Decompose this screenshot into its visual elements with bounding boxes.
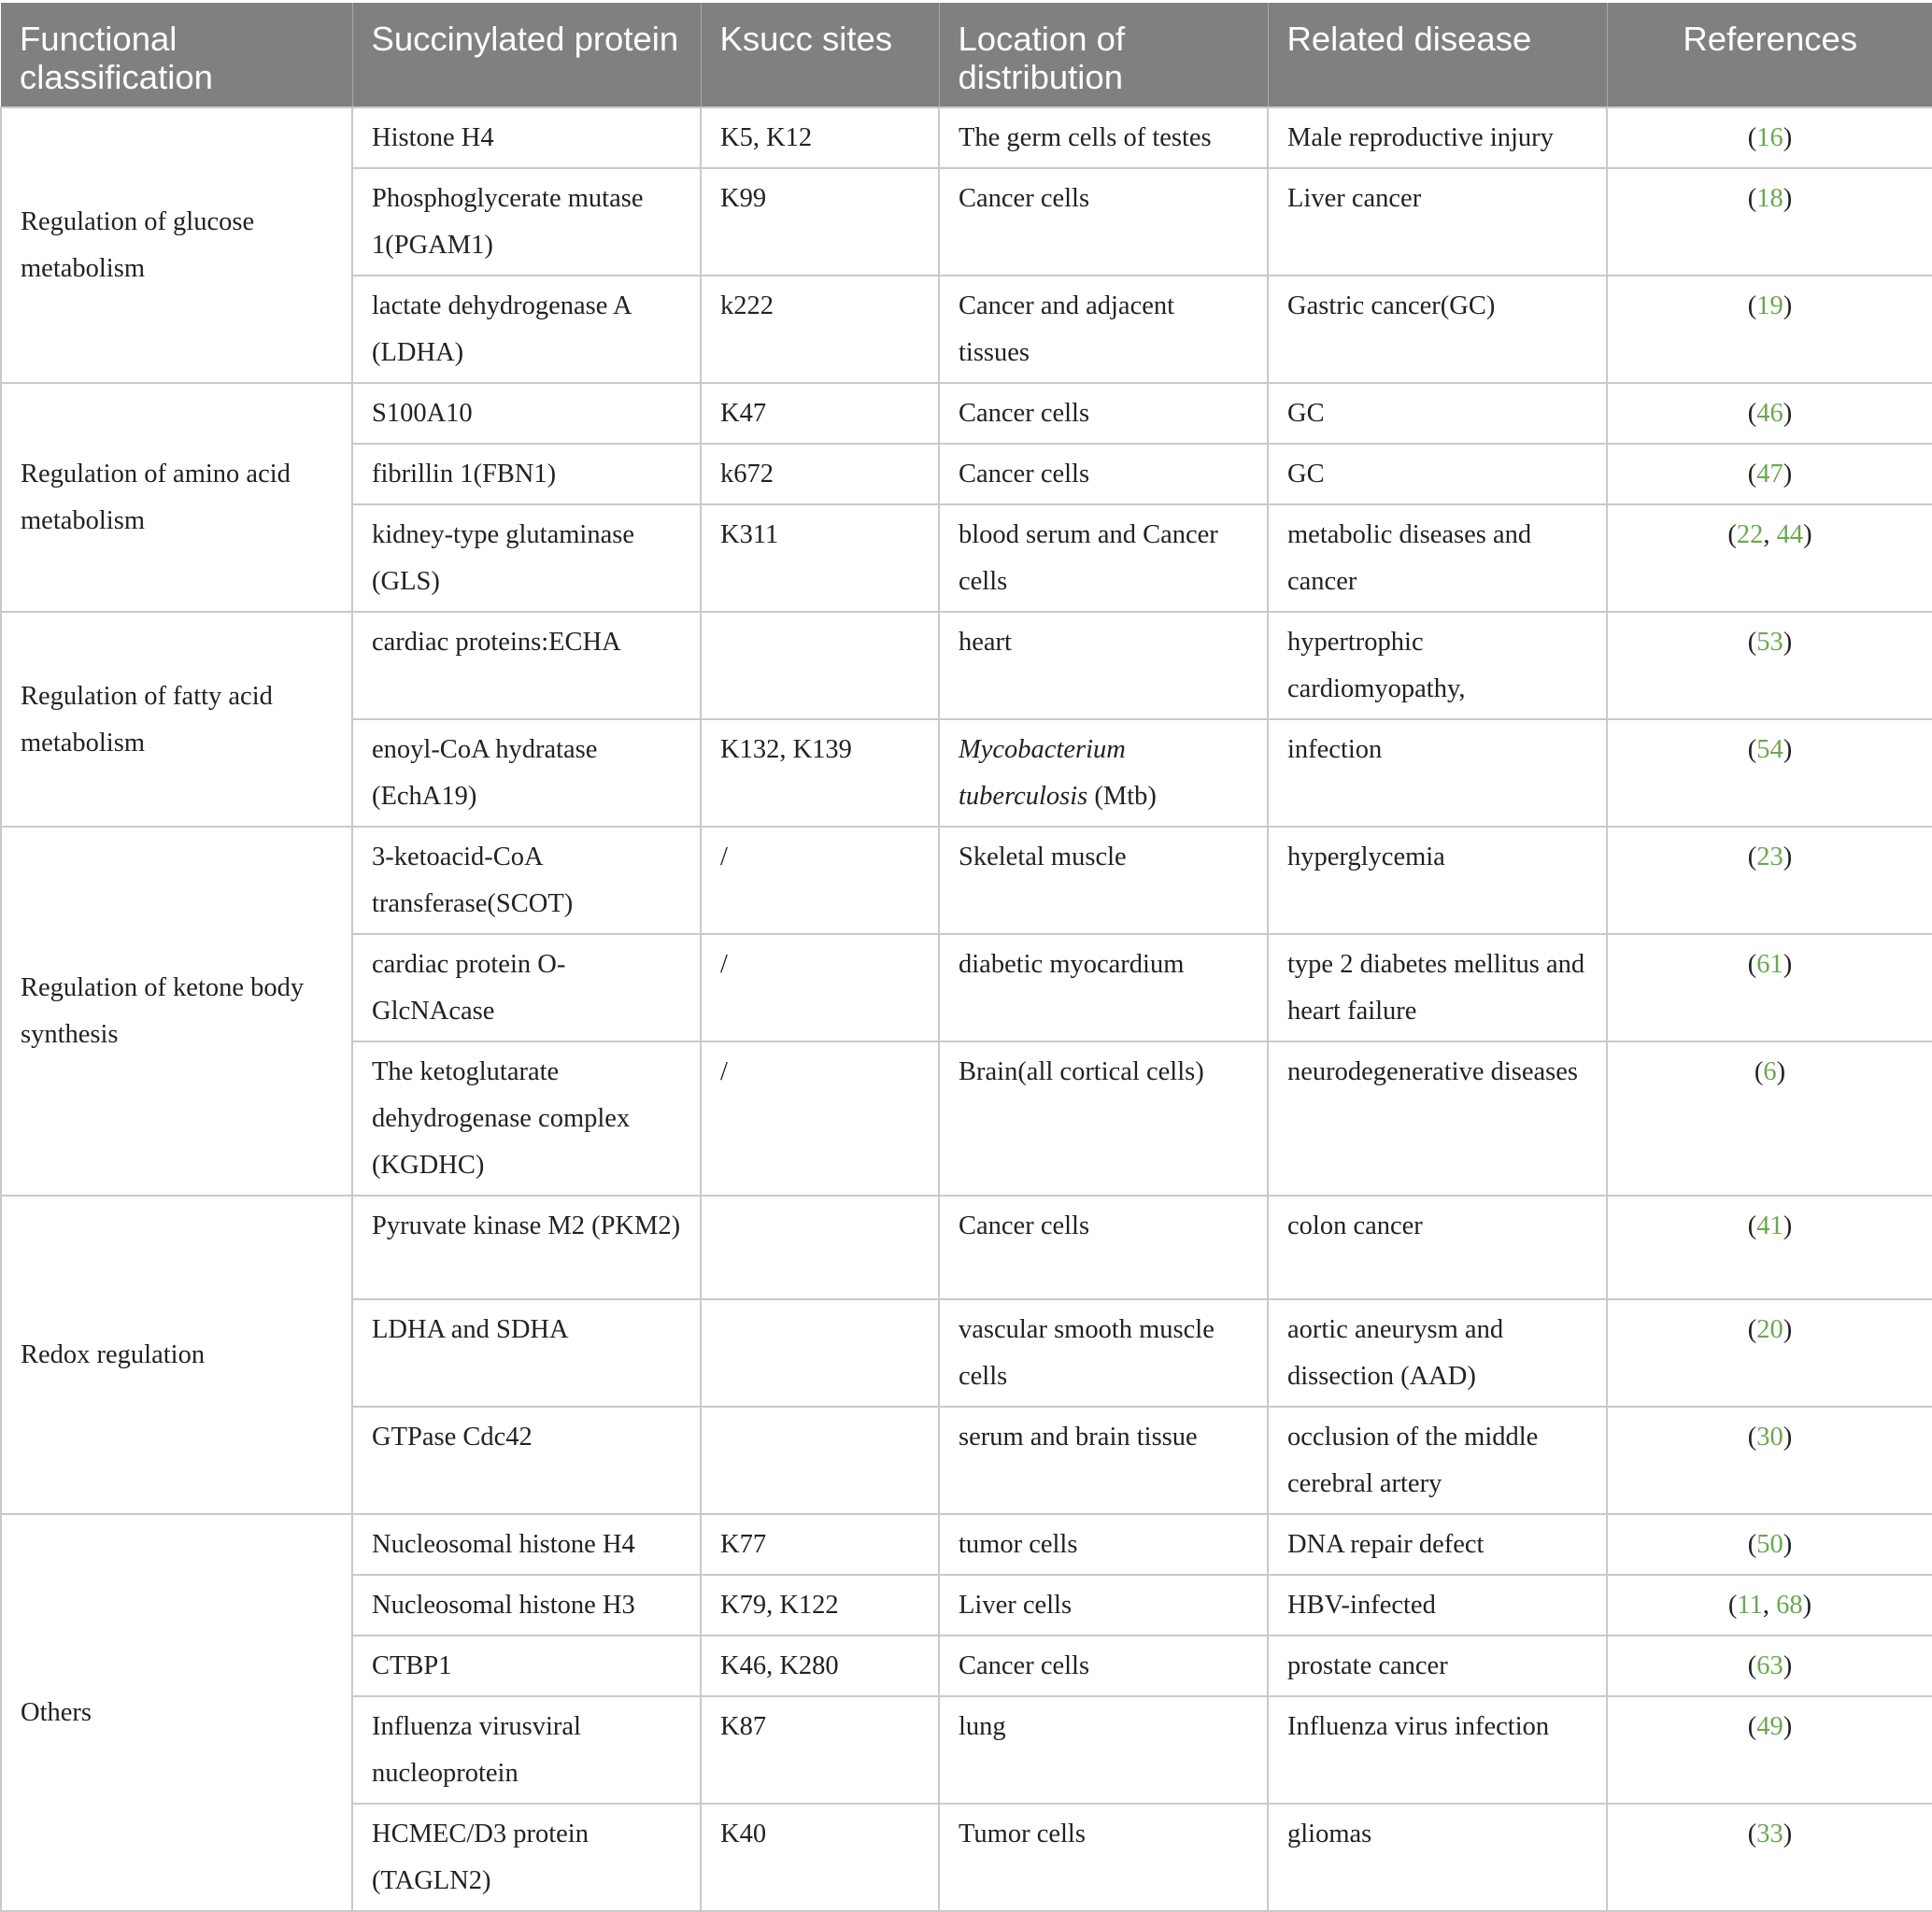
location-text: Cancer cells: [959, 460, 1090, 489]
location-cell: [939, 1575, 1268, 1636]
references-cell: (23): [1607, 827, 1932, 934]
references-cell: (50): [1607, 1514, 1932, 1575]
protein-cell: Influenza virusviral nucleoprotein: [352, 1696, 701, 1804]
location-text: Skeletal muscle: [959, 843, 1127, 871]
references-cell: (16): [1607, 107, 1932, 168]
disease-cell: occlusion of the middle cerebral artery: [1268, 1407, 1607, 1514]
table-row: [1, 612, 1932, 719]
location-text: The germ cells of testes: [959, 123, 1212, 152]
header-row: [1, 3, 1932, 107]
col-header-classification: Functional classification: [1, 3, 352, 107]
col-header-location: Location of distribution: [939, 3, 1268, 107]
table-row: [1, 1196, 1932, 1299]
location-cell: [939, 1804, 1268, 1911]
location-text: tumor cells: [959, 1530, 1078, 1559]
references-cell: (22, 44): [1607, 504, 1932, 612]
classification-cell: Regulation of fatty acid metabolism: [1, 612, 352, 827]
sites-cell: /: [701, 827, 939, 934]
sites-cell: [701, 1196, 939, 1299]
location-cell: [939, 1407, 1268, 1514]
col-header-protein: Succinylated protein: [352, 3, 701, 107]
references-cell: (6): [1607, 1041, 1932, 1196]
protein-cell: Phosphoglycerate mutase 1(PGAM1): [352, 168, 701, 276]
sites-cell: K311: [701, 504, 939, 612]
disease-cell: metabolic diseases and cancer: [1268, 504, 1607, 612]
references-cell: (30): [1607, 1407, 1932, 1514]
classification-cell: Redox regulation: [1, 1196, 352, 1514]
classification-cell: Regulation of ketone body synthesis: [1, 827, 352, 1196]
reference-link[interactable]: 19: [1756, 291, 1783, 320]
location-cell: [939, 827, 1268, 934]
disease-cell: prostate cancer: [1268, 1636, 1607, 1696]
protein-cell: HCMEC/D3 protein (TAGLN2): [352, 1804, 701, 1911]
location-text: Cancer cells: [959, 1211, 1090, 1240]
location-cell: [939, 934, 1268, 1041]
reference-link[interactable]: 53: [1756, 628, 1783, 657]
protein-cell: S100A10: [352, 383, 701, 444]
references-cell: (63): [1607, 1636, 1932, 1696]
disease-cell: HBV-infected: [1268, 1575, 1607, 1636]
location-cell: [939, 168, 1268, 276]
location-italic-text: Mycobacterium tuberculosis: [959, 735, 1126, 811]
location-text: Liver cells: [959, 1591, 1073, 1620]
reference-link[interactable]: 11: [1737, 1591, 1763, 1620]
table-row: [1, 107, 1932, 168]
disease-cell: Male reproductive injury: [1268, 107, 1607, 168]
table-row: [1, 1514, 1932, 1575]
disease-cell: Influenza virus infection: [1268, 1696, 1607, 1804]
location-text: heart: [959, 628, 1012, 657]
references-cell: (19): [1607, 276, 1932, 383]
sites-cell: K40: [701, 1804, 939, 1911]
references-cell: (18): [1607, 168, 1932, 276]
protein-cell: Pyruvate kinase M2 (PKM2): [352, 1196, 701, 1299]
location-text: Cancer cells: [959, 399, 1090, 428]
reference-link[interactable]: 63: [1756, 1651, 1783, 1680]
references-cell: (49): [1607, 1696, 1932, 1804]
col-header-disease: Related disease: [1268, 3, 1607, 107]
location-cell: [939, 444, 1268, 504]
location-cell: [939, 1636, 1268, 1696]
reference-link[interactable]: 47: [1756, 460, 1783, 489]
reference-link[interactable]: 41: [1756, 1211, 1783, 1240]
protein-cell: The ketoglutarate dehydrogenase complex (KGDHC): [352, 1041, 701, 1196]
sites-cell: /: [701, 1041, 939, 1196]
disease-cell: GC: [1268, 383, 1607, 444]
reference-link[interactable]: 18: [1756, 184, 1783, 213]
location-cell: [939, 1696, 1268, 1804]
disease-cell: type 2 diabetes mellitus and heart failure: [1268, 934, 1607, 1041]
disease-cell: Liver cancer: [1268, 168, 1607, 276]
references-cell: (41): [1607, 1196, 1932, 1299]
location-text: lung: [959, 1712, 1006, 1741]
sites-cell: K79, K122: [701, 1575, 939, 1636]
location-cell: [939, 719, 1268, 827]
protein-cell: Nucleosomal histone H4: [352, 1514, 701, 1575]
references-cell: (33): [1607, 1804, 1932, 1911]
classification-cell: Regulation of amino acid metabolism: [1, 383, 352, 612]
protein-cell: kidney-type glutaminase (GLS): [352, 504, 701, 612]
sites-cell: k222: [701, 276, 939, 383]
sites-cell: K132, K139: [701, 719, 939, 827]
col-header-sites: Ksucc sites: [701, 3, 939, 107]
location-text: serum and brain tissue: [959, 1423, 1198, 1452]
sites-cell: K47: [701, 383, 939, 444]
classification-cell: Regulation of glucose metabolism: [1, 107, 352, 383]
location-cell: [939, 1196, 1268, 1299]
location-cell: [939, 383, 1268, 444]
disease-cell: hypertrophic cardiomyopathy,: [1268, 612, 1607, 719]
references-cell: (20): [1607, 1299, 1932, 1407]
reference-link[interactable]: 23: [1756, 843, 1783, 871]
col-header-references: References: [1607, 3, 1932, 107]
references-cell: (46): [1607, 383, 1932, 444]
reference-link[interactable]: 54: [1756, 735, 1783, 764]
location-text: Cancer cells: [959, 184, 1090, 213]
sites-cell: [701, 1407, 939, 1514]
location-cell: [939, 1514, 1268, 1575]
table-row: [1, 383, 1932, 444]
protein-cell: lactate dehydrogenase A (LDHA): [352, 276, 701, 383]
sites-cell: k672: [701, 444, 939, 504]
location-text: (Mtb): [1087, 782, 1157, 811]
references-cell: (47): [1607, 444, 1932, 504]
location-text: Cancer and adjacent tissues: [959, 291, 1175, 367]
location-text: diabetic myocardium: [959, 950, 1185, 979]
disease-cell: gliomas: [1268, 1804, 1607, 1911]
location-cell: [939, 504, 1268, 612]
protein-cell: CTBP1: [352, 1636, 701, 1696]
location-cell: [939, 612, 1268, 719]
sites-cell: K77: [701, 1514, 939, 1575]
protein-cell: Nucleosomal histone H3: [352, 1575, 701, 1636]
disease-cell: infection: [1268, 719, 1607, 827]
protein-cell: Histone H4: [352, 107, 701, 168]
protein-cell: GTPase Cdc42: [352, 1407, 701, 1514]
protein-cell: enoyl-CoA hydratase (EchA19): [352, 719, 701, 827]
reference-link[interactable]: 20: [1756, 1315, 1783, 1344]
references-cell: (53): [1607, 612, 1932, 719]
references-cell: (61): [1607, 934, 1932, 1041]
reference-link[interactable]: 22: [1736, 520, 1764, 549]
disease-cell: hyperglycemia: [1268, 827, 1607, 934]
location-text: vascular smooth muscle cells: [959, 1315, 1215, 1391]
sites-cell: K5, K12: [701, 107, 939, 168]
sites-cell: [701, 612, 939, 719]
location-text: blood serum and Cancer cells: [959, 520, 1218, 596]
references-cell: (54): [1607, 719, 1932, 827]
location-text: Tumor cells: [959, 1820, 1086, 1848]
reference-link[interactable]: 50: [1756, 1530, 1783, 1559]
sites-cell: K46, K280: [701, 1636, 939, 1696]
location-text: Cancer cells: [959, 1651, 1090, 1680]
location-cell: [939, 1299, 1268, 1407]
reference-link[interactable]: 49: [1756, 1712, 1783, 1741]
location-text: Brain(all cortical cells): [959, 1057, 1204, 1086]
succinylation-table: [0, 3, 1932, 1912]
disease-cell: Gastric cancer(GC): [1268, 276, 1607, 383]
sites-cell: K87: [701, 1696, 939, 1804]
protein-cell: cardiac protein O-GlcNAcase: [352, 934, 701, 1041]
reference-link[interactable]: 6: [1763, 1057, 1777, 1086]
table-row: [1, 827, 1932, 934]
disease-cell: GC: [1268, 444, 1607, 504]
reference-link[interactable]: 61: [1756, 950, 1783, 979]
location-cell: [939, 276, 1268, 383]
disease-cell: neurodegenerative diseases: [1268, 1041, 1607, 1196]
disease-cell: aortic aneurysm and dissection (AAD): [1268, 1299, 1607, 1407]
reference-link[interactable]: 68: [1776, 1591, 1803, 1620]
reference-link[interactable]: 46: [1756, 399, 1783, 428]
classification-cell: Others: [1, 1514, 352, 1911]
sites-cell: /: [701, 934, 939, 1041]
protein-cell: cardiac proteins:ECHA: [352, 612, 701, 719]
protein-cell: LDHA and SDHA: [352, 1299, 701, 1407]
location-cell: [939, 1041, 1268, 1196]
location-cell: [939, 107, 1268, 168]
sites-cell: [701, 1299, 939, 1407]
reference-link[interactable]: 44: [1776, 520, 1804, 549]
protein-cell: 3-ketoacid-CoA transferase(SCOT): [352, 827, 701, 934]
reference-link[interactable]: 16: [1756, 123, 1783, 152]
disease-cell: colon cancer: [1268, 1196, 1607, 1299]
reference-link[interactable]: 33: [1756, 1820, 1783, 1848]
references-cell: (11, 68): [1607, 1575, 1932, 1636]
reference-link[interactable]: 30: [1756, 1423, 1783, 1452]
sites-cell: K99: [701, 168, 939, 276]
disease-cell: DNA repair defect: [1268, 1514, 1607, 1575]
protein-cell: fibrillin 1(FBN1): [352, 444, 701, 504]
